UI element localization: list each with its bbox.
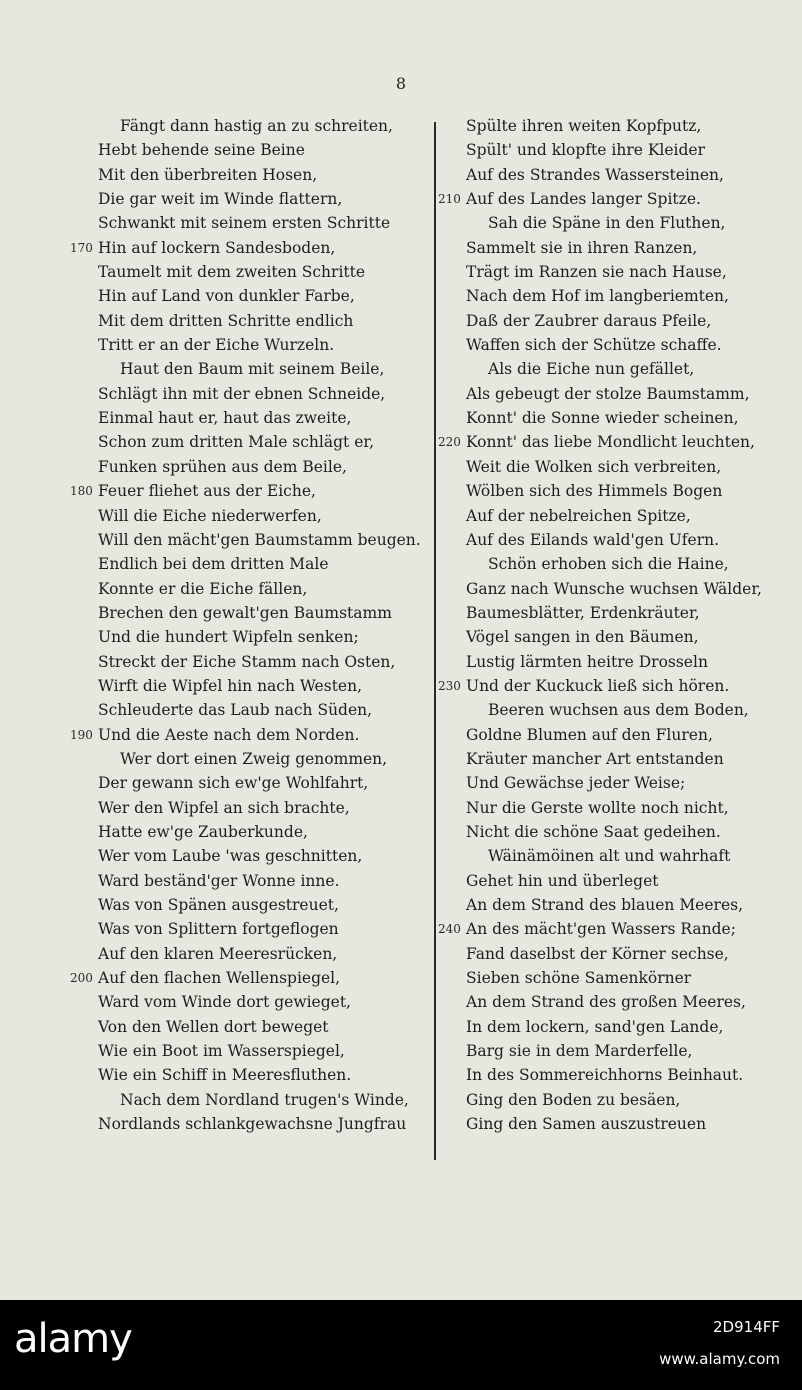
verse-text: Und die Aeste nach dem Norden.: [98, 725, 360, 744]
verse-line: [70, 942, 430, 966]
verse-text: Nordlands schlankgewachsne Jungfrau: [98, 1115, 407, 1134]
verse-text: Fand daselbst der Körner sechse,: [466, 944, 729, 963]
line-number: 230: [438, 678, 461, 693]
verse-line: [70, 504, 430, 528]
verse-line: [438, 650, 798, 674]
verse-text: Konnte er die Eiche fällen,: [98, 579, 308, 598]
verse-line: [70, 1088, 430, 1112]
verse-line: [438, 1112, 798, 1136]
verse-text: Funken sprühen aus dem Beile,: [98, 457, 347, 476]
verse-text: Und die hundert Wipfeln senken;: [98, 628, 359, 647]
watermark-band: [0, 1300, 802, 1390]
verse-line: [438, 577, 798, 601]
verse-text: Konnt' die Sonne wieder scheinen,: [466, 409, 739, 428]
verse-text: Und der Kuckuck ließ sich hören.: [466, 676, 730, 695]
verse-text: Ward vom Winde dort gewieget,: [98, 993, 351, 1012]
verse-text: Auf der nebelreichen Spitze,: [466, 506, 691, 525]
line-number: 180: [70, 484, 93, 499]
verse-line: [70, 698, 430, 722]
verse-text: Spült' und klopfte ihre Kleider: [466, 141, 706, 160]
verse-line: [438, 625, 798, 649]
verse-text: Wirft die Wipfel hin nach Westen,: [98, 676, 362, 695]
verse-line: [70, 917, 430, 941]
verse-line: [70, 552, 430, 576]
verse-text: Auf den klaren Meeresrücken,: [98, 944, 338, 963]
verse-line: [70, 893, 430, 917]
verse-line: [70, 114, 430, 138]
verse-text: Schleuderte das Laub nach Süden,: [98, 701, 373, 720]
verse-text: Mit dem dritten Schritte endlich: [98, 311, 354, 330]
verse-text: In dem lockern, sand'gen Lande,: [466, 1017, 724, 1036]
verse-text: Ward beständ'ger Wonne inne.: [98, 871, 340, 890]
verse-text: Und Gewächse jeder Weise;: [466, 774, 686, 793]
verse-text: Was von Spänen ausgestreuet,: [98, 896, 339, 914]
verse-text: An des mächt'gen Wassers Rande;: [466, 920, 736, 939]
verse-line: [70, 211, 430, 235]
verse-text: Die gar weit im Winde flattern,: [98, 190, 343, 209]
verse-line: [70, 650, 430, 674]
verse-line: [438, 844, 798, 868]
verse-line: [438, 1088, 798, 1112]
verse-line: [438, 284, 798, 308]
verse-line: [438, 138, 798, 162]
verse-text: Hebt behende seine Beine: [98, 141, 305, 160]
verse-text: Auf des Strandes Wassersteinen,: [466, 165, 724, 184]
verse-text: Der gewann sich ew'ge Wohlfahrt,: [98, 774, 369, 793]
verse-line: [70, 406, 430, 430]
verse-text: Wölben sich des Himmels Bogen: [466, 482, 723, 501]
verse-text: Hin auf Land von dunkler Farbe,: [98, 287, 355, 306]
verse-line: [438, 1063, 798, 1087]
verse-line: [438, 309, 798, 333]
verse-line: [438, 430, 798, 454]
verse-text: Will die Eiche niederwerfen,: [98, 506, 322, 525]
verse-text: Mit den überbreiten Hosen,: [98, 165, 318, 184]
verse-line: [70, 723, 430, 747]
verse-text: Als gebeugt der stolze Baumstamm,: [466, 384, 750, 403]
verse-text: Will den mächt'gen Baumstamm beugen.: [98, 530, 421, 549]
verse-line: [70, 284, 430, 308]
verse-line: [438, 187, 798, 211]
line-number: 170: [70, 240, 93, 255]
verse-line: [438, 479, 798, 503]
verse-text: Vögel sangen in den Bäumen,: [466, 628, 699, 647]
verse-line: [70, 333, 430, 357]
verse-line: [70, 966, 430, 990]
verse-line: [438, 455, 798, 479]
verse-text: Von den Wellen dort beweget: [98, 1017, 329, 1036]
verse-line: [70, 309, 430, 333]
verse-line: [438, 1039, 798, 1063]
line-number: 190: [70, 727, 93, 742]
verse-line: [70, 528, 430, 552]
verse-line: [70, 479, 430, 503]
verse-line: [70, 1112, 430, 1136]
left-verse-column: [70, 114, 430, 1136]
verse-line: [70, 382, 430, 406]
verse-text: Hin auf lockern Sandesboden,: [98, 238, 336, 257]
verse-text: Streckt der Eiche Stamm nach Osten,: [98, 652, 396, 671]
column-divider: [434, 122, 436, 1160]
verse-text: Taumelt mit dem zweiten Schritte: [98, 263, 366, 282]
verse-line: [438, 504, 798, 528]
verse-line: [70, 236, 430, 260]
line-number: 210: [438, 192, 461, 207]
verse-text: Konnt' das liebe Mondlicht leuchten,: [466, 433, 755, 452]
watermark-url: www.alamy.com: [659, 1350, 780, 1368]
verse-line: [438, 990, 798, 1014]
verse-line: [438, 796, 798, 820]
verse-text: An dem Strand des blauen Meeres,: [466, 896, 743, 914]
verse-text: Haut den Baum mit seinem Beile,: [120, 360, 385, 379]
verse-text: Schlägt ihn mit der ebnen Schneide,: [98, 384, 386, 403]
verse-line: [70, 990, 430, 1014]
verse-line: [70, 674, 430, 698]
verse-text: Ging den Samen auszustreuen: [466, 1115, 707, 1134]
verse-line: [70, 577, 430, 601]
verse-line: [438, 698, 798, 722]
verse-line: [70, 796, 430, 820]
verse-text: Lustig lärmten heitre Drosseln: [466, 652, 708, 671]
verse-text: Nach dem Hof im langberiemten,: [466, 287, 729, 306]
verse-line: [70, 771, 430, 795]
verse-line: [438, 869, 798, 893]
verse-text: Ging den Boden zu besäen,: [466, 1090, 681, 1109]
verse-line: [438, 674, 798, 698]
verse-text: Hatte ew'ge Zauberkunde,: [98, 822, 308, 841]
verse-line: [438, 747, 798, 771]
verse-line: [438, 966, 798, 990]
verse-text: Auf des Landes langer Spitze.: [466, 190, 701, 209]
verse-text: Wer vom Laube 'was geschnitten,: [98, 847, 363, 866]
verse-text: Sieben schöne Samenkörner: [466, 969, 692, 988]
verse-text: Sammelt sie in ihren Ranzen,: [466, 238, 698, 257]
verse-text: Wäinämöinen alt und wahrhaft: [488, 847, 731, 866]
verse-text: Als die Eiche nun gefället,: [488, 360, 695, 379]
verse-line: [438, 771, 798, 795]
verse-line: [70, 357, 430, 381]
verse-text: Endlich bei dem dritten Male: [98, 555, 329, 574]
verse-text: Brechen den gewalt'gen Baumstamm: [98, 603, 392, 622]
verse-line: [70, 138, 430, 162]
verse-text: Wie ein Schiff in Meeresfluthen.: [98, 1066, 352, 1085]
verse-line: [438, 893, 798, 917]
page-number: 8: [395, 74, 407, 93]
line-number: 220: [438, 435, 461, 450]
verse-text: Einmal haut er, haut das zweite,: [98, 409, 352, 428]
verse-text: Weit die Wolken sich verbreiten,: [466, 457, 722, 476]
verse-text: Schwankt mit seinem ersten Schritte: [98, 214, 391, 233]
verse-line: [438, 260, 798, 284]
verse-text: Feuer fliehet aus der Eiche,: [98, 482, 316, 501]
verse-text: Beeren wuchsen aus dem Boden,: [488, 701, 749, 720]
verse-line: [70, 260, 430, 284]
verse-text: Trägt im Ranzen sie nach Hause,: [466, 263, 727, 282]
verse-line: [70, 1039, 430, 1063]
verse-line: [438, 114, 798, 138]
verse-text: Daß der Zaubrer daraus Pfeile,: [466, 311, 712, 330]
verse-line: [438, 1015, 798, 1039]
verse-text: Auf den flachen Wellenspiegel,: [98, 969, 341, 988]
verse-text: Fängt dann hastig an zu schreiten,: [120, 117, 393, 135]
verse-line: [70, 625, 430, 649]
verse-text: Nur die Gerste wollte noch nicht,: [466, 798, 729, 817]
verse-line: [70, 1063, 430, 1087]
verse-text: In des Sommereichhorns Beinhaut.: [466, 1066, 744, 1085]
verse-line: [70, 1015, 430, 1039]
verse-text: Ganz nach Wunsche wuchsen Wälder,: [466, 579, 762, 598]
verse-line: [438, 820, 798, 844]
verse-line: [70, 163, 430, 187]
verse-text: Wer den Wipfel an sich brachte,: [98, 798, 350, 817]
verse-text: Was von Splittern fortgeflogen: [98, 920, 339, 939]
verse-text: Waffen sich der Schütze schaffe.: [466, 336, 722, 355]
verse-text: Auf des Eilands wald'gen Ufern.: [466, 530, 720, 549]
verse-line: [438, 942, 798, 966]
verse-text: An dem Strand des großen Meeres,: [466, 993, 746, 1012]
verse-text: Spülte ihren weiten Kopfputz,: [466, 117, 702, 135]
verse-line: [70, 187, 430, 211]
verse-text: Baumesblätter, Erdenkräuter,: [466, 603, 700, 622]
verse-text: Wie ein Boot im Wasserspiegel,: [98, 1042, 345, 1061]
verse-text: Wer dort einen Zweig genommen,: [120, 749, 388, 768]
verse-line: [438, 163, 798, 187]
verse-text: Sah die Späne in den Fluthen,: [488, 214, 726, 233]
verse-line: [70, 747, 430, 771]
verse-line: [438, 382, 798, 406]
verse-line: [70, 455, 430, 479]
right-verse-column: [438, 114, 798, 1136]
verse-text: Goldne Blumen auf den Fluren,: [466, 725, 713, 744]
verse-line: [438, 333, 798, 357]
verse-line: [438, 723, 798, 747]
verse-line: [438, 211, 798, 235]
verse-line: [70, 601, 430, 625]
verse-line: [70, 820, 430, 844]
verse-text: Gehet hin und überleget: [466, 871, 659, 890]
verse-text: Nicht die schöne Saat gedeihen.: [466, 822, 721, 841]
verse-line: [70, 869, 430, 893]
verse-text: Tritt er an der Eiche Wurzeln.: [98, 336, 335, 355]
verse-text: Schon zum dritten Male schlägt er,: [98, 433, 374, 452]
verse-line: [438, 552, 798, 576]
watermark-logo: alamy: [14, 1316, 132, 1362]
verse-line: [438, 406, 798, 430]
verse-line: [70, 844, 430, 868]
verse-line: [438, 601, 798, 625]
verse-text: Barg sie in dem Marderfelle,: [466, 1042, 693, 1061]
verse-text: Nach dem Nordland trugen's Winde,: [120, 1090, 409, 1109]
verse-line: [438, 236, 798, 260]
verse-line: [438, 917, 798, 941]
line-number: 200: [70, 971, 93, 986]
verse-text: Schön erhoben sich die Haine,: [488, 555, 729, 574]
line-number: 240: [438, 922, 461, 937]
verse-line: [438, 528, 798, 552]
verse-line: [438, 357, 798, 381]
verse-text: Kräuter mancher Art entstanden: [466, 749, 724, 768]
verse-line: [70, 430, 430, 454]
watermark-image-id: 2D914FF: [713, 1318, 780, 1336]
